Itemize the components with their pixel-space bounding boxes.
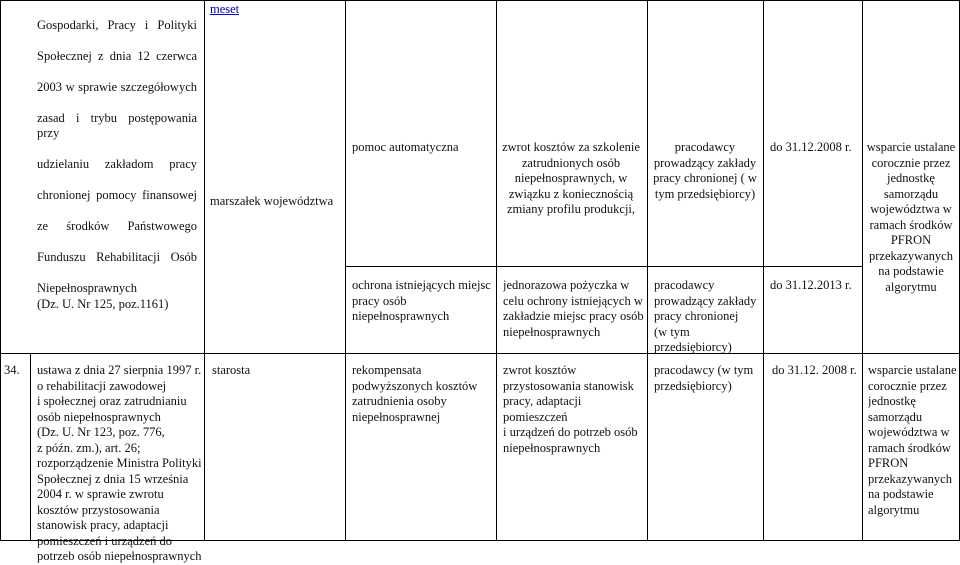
legal-basis-line: zasad i trybu postępowania przy: [37, 110, 197, 140]
col-divider-recipient: [763, 0, 764, 541]
recipient-cell-2: pracodawcy prowadzący zakłady pracy chronionej (w tym przedsiębiorcy): [654, 278, 757, 354]
legal-basis-line: udzielaniu zakładom pracy: [37, 157, 197, 171]
col-divider-authority: [345, 0, 346, 541]
recipient-cell-34: pracodawcy (w tym przedsiębiorcy): [654, 363, 754, 393]
col-divider-basis: [204, 0, 205, 541]
col-divider-number: [30, 353, 31, 541]
col-border-left: [0, 0, 1, 541]
financing-cell-34: wsparcie ustalane corocznie przez jednostkę samorządu województwa w ramach środków PFRON przekazywanych na podstawie algorytmu: [868, 363, 957, 517]
col-divider-purpose: [647, 0, 648, 541]
authority-cell-34: starosta: [212, 363, 251, 377]
table-border-top: [0, 0, 960, 1]
deadline-cell: do 31.12.2008 r.: [770, 140, 852, 154]
deadline-cell-34: do 31.12. 2008 r.: [772, 363, 857, 377]
legal-basis-line: Funduszu Rehabilitacji Osób: [37, 250, 197, 264]
legal-basis-line: Społecznej z dnia 12 czerwca: [37, 48, 197, 63]
financing-cell: wsparcie ustalane corocznie przez jednostkę samorządu województwa w ramach środków PFRON przekazywanych na podstawie algorytmu: [866, 140, 956, 294]
meset-link[interactable]: meset: [210, 2, 240, 16]
deadline-cell-2: do 31.12.2013 r.: [770, 278, 852, 292]
form-of-aid-cell: pomoc automatyczna: [352, 140, 459, 154]
purpose-cell: zwrot kosztów za szkolenie zatrudnionych osób niepełnosprawnych, w związku z koniecznością zmiany profilu produkcji,: [502, 140, 640, 216]
purpose-cell-34: zwrot kosztów przystosowania stanowisk pracy, adaptacji pomieszczeń i urządzeń do potrzeb osób niepełnosprawnych: [503, 363, 638, 455]
authority-cell: marszałek województwa: [210, 194, 334, 208]
legal-basis-line: 2003 w sprawie szczegółowych: [37, 79, 197, 94]
legal-basis-line: Gospodarki, Pracy i Polityki: [37, 17, 197, 32]
legal-basis-tail: Niepełnosprawnych (Dz. U. Nr 125, poz.1161): [37, 281, 169, 311]
col-divider-form: [496, 0, 497, 541]
recipient-cell: pracodawcy prowadzący zakłady pracy chronionej ( w tym przedsiębiorcy): [653, 140, 757, 201]
purpose-cell-2: jednorazowa pożyczka w celu ochrony istniejących w zakładzie miejsc pracy osób niepełnosprawnych: [503, 278, 644, 339]
subrow-divider: [345, 266, 862, 267]
form-of-aid-cell-2: ochrona istniejących miejsc pracy osób niepełnosprawnych: [352, 278, 491, 323]
legal-basis-cell: ustawa z dnia 27 sierpnia 1997 r. o rehabilitacji zawodowej i społecznej oraz zatrudnianiu osób niepełnosprawnych (Dz. U. Nr 123, poz. 776, z późn. zm.), art. 26; rozporządzenie Ministra Polityki Społecznej z dnia 15 września 2004 r. w sprawie zwrotu kosztów przystosowania stanowisk pracy, adaptacji pomieszczeń i urządzeń do potrzeb osób niepełnosprawnych: [37, 363, 202, 563]
row-divider-34: [0, 353, 960, 354]
form-of-aid-cell-34: rekompensata podwyższonych kosztów zatrudnienia osoby niepełnosprawnej: [352, 363, 478, 424]
legal-basis-line: chronionej pomocy finansowej: [37, 188, 197, 202]
row-number: 34.: [4, 363, 20, 377]
legal-basis-continued: [37, 2, 197, 328]
legal-basis-line: ze środków Państwowego: [37, 219, 197, 233]
